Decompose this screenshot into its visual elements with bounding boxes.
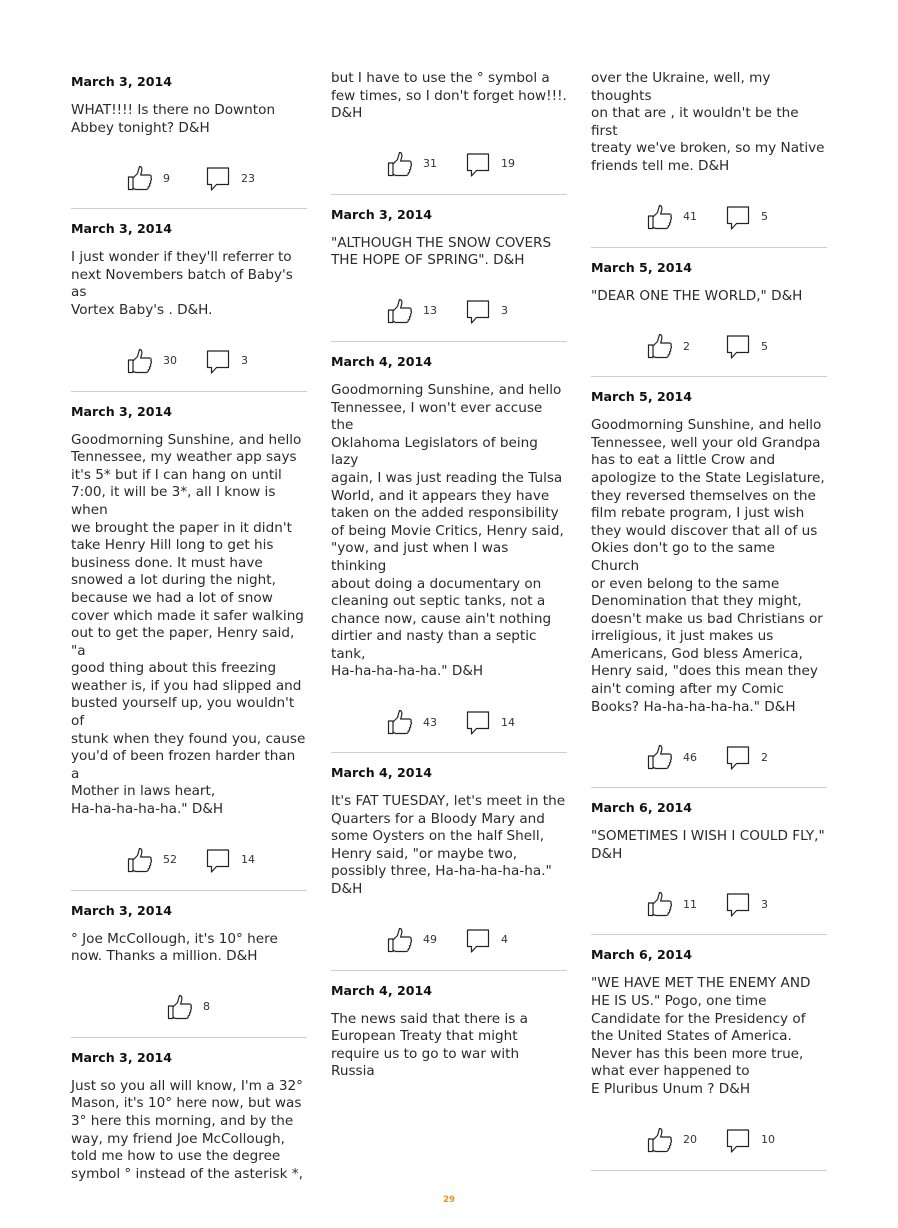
comment-button[interactable] bbox=[465, 709, 515, 735]
post-text: WHAT!!!! Is there no Downton Abbey tonight? D&H bbox=[71, 102, 276, 136]
like-count: 2 bbox=[683, 339, 690, 353]
divider bbox=[331, 194, 567, 195]
post bbox=[71, 902, 307, 1038]
thumbs-up-icon bbox=[387, 709, 413, 735]
page-number: 29 bbox=[443, 1195, 455, 1205]
like-button[interactable] bbox=[647, 744, 697, 770]
post-date: March 3, 2014 bbox=[71, 1049, 173, 1065]
like-button[interactable] bbox=[647, 333, 690, 359]
like-count: 11 bbox=[683, 897, 697, 911]
column-2 bbox=[331, 62, 567, 1081]
thumbs-up-icon bbox=[647, 204, 673, 230]
comment-bubble-icon bbox=[205, 847, 231, 873]
post-date: March 3, 2014 bbox=[71, 74, 173, 89]
comment-count: 10 bbox=[761, 1133, 775, 1147]
like-button[interactable] bbox=[167, 994, 210, 1020]
divider bbox=[71, 890, 307, 891]
like-button[interactable] bbox=[387, 298, 437, 324]
like-count: 46 bbox=[683, 750, 697, 764]
post bbox=[591, 259, 827, 378]
post-text: Goodmorning Sunshine, and hello Tennessee, I won't ever accuse the Oklahoma Legislators of being lazy again, I was just reading the Tulsa World, and it appears they have taken on the added responsibility of being Movie Critics, Henry said, "yow, and just when I was thinking about doing a documentary on cleaning out septic tanks, not a chance now, cause ain't nothing dirtier and nasty than a septic tank, Ha-ha-ha-ha-ha." D&H bbox=[331, 381, 564, 680]
post bbox=[71, 73, 307, 209]
comment-count: 4 bbox=[501, 933, 508, 947]
comment-bubble-icon bbox=[725, 204, 751, 230]
thumbs-up-icon bbox=[647, 333, 673, 359]
like-button[interactable] bbox=[127, 847, 177, 873]
column-1 bbox=[71, 62, 307, 1183]
comment-count: 5 bbox=[761, 339, 768, 353]
comment-count: 23 bbox=[241, 171, 255, 185]
comment-bubble-icon bbox=[725, 1127, 751, 1153]
like-button[interactable] bbox=[127, 348, 177, 374]
divider bbox=[331, 970, 567, 971]
comment-count: 3 bbox=[761, 897, 768, 911]
post bbox=[591, 946, 827, 1170]
post-actions bbox=[71, 348, 307, 374]
post-text: Goodmorning Sunshine, and hello Tennessee, my weather app says it's 5* but if I can hang on until 7:00, it will be 3*, all I know is when we brought the paper in it didn't take Henry Hill long to get his business done. It must have snowed a lot during the night, because we had a lot of snow cover which made it safer walking out to get the paper, Henry said, "a good thing about this freezing weather is, if you had slipped and busted yourself up, you wouldn't of stunk when they found you, cause you'd of been frozen harder than a Mother in laws heart, Ha-ha-ha-ha-ha." D&H bbox=[71, 431, 306, 818]
comment-bubble-icon bbox=[205, 165, 231, 191]
thumbs-up-icon bbox=[127, 348, 153, 374]
comment-count: 19 bbox=[501, 157, 515, 171]
comment-count: 3 bbox=[501, 304, 508, 318]
like-button[interactable] bbox=[647, 1127, 697, 1153]
divider bbox=[591, 247, 827, 248]
divider bbox=[591, 376, 827, 377]
comment-bubble-icon bbox=[725, 891, 751, 917]
post-date: March 4, 2014 bbox=[331, 982, 433, 998]
post-actions bbox=[71, 847, 307, 873]
post bbox=[71, 403, 307, 891]
comment-button[interactable] bbox=[205, 348, 248, 374]
like-button[interactable] bbox=[387, 151, 437, 177]
post-text: It's FAT TUESDAY, let's meet in the Quarters for a Bloody Mary and some Oysters on the half Shell, Henry said, "or maybe two, possibly three, Ha-ha-ha-ha-ha." D&H bbox=[331, 793, 566, 898]
comment-button[interactable] bbox=[205, 165, 255, 191]
thumbs-up-icon bbox=[647, 891, 673, 917]
post bbox=[331, 70, 567, 195]
thumbs-up-icon bbox=[387, 298, 413, 324]
comment-button[interactable] bbox=[725, 204, 768, 230]
like-button[interactable] bbox=[647, 204, 697, 230]
divider bbox=[331, 752, 567, 753]
like-count: 49 bbox=[423, 933, 437, 947]
comment-bubble-icon bbox=[465, 151, 491, 177]
comment-count: 2 bbox=[761, 750, 768, 764]
comment-button[interactable] bbox=[725, 333, 768, 359]
like-count: 30 bbox=[163, 354, 177, 368]
comment-button[interactable] bbox=[465, 151, 515, 177]
thumbs-up-icon bbox=[387, 927, 413, 953]
post-date: March 5, 2014 bbox=[591, 389, 693, 405]
comment-bubble-icon bbox=[725, 333, 751, 359]
comment-button[interactable] bbox=[725, 744, 768, 770]
post-text: but I have to use the ° symbol a few times, so I don't forget how!!!. D&H bbox=[331, 70, 567, 122]
comment-button[interactable] bbox=[465, 298, 508, 324]
like-button[interactable] bbox=[647, 891, 697, 917]
post-text: Goodmorning Sunshine, and hello Tennessee, well your old Grandpa has to eat a little Crow and apologize to the State Legislature, they reversed themselves on the film rebate program, I just wish they would discover that all of us Okies don't go to the same Church or even belong to the same Denomination that they might, doesn't make us bad Christians or irreligious, it just makes us Americans, God bless America, Henry said, "does this mean they ain't coming after my Comic Books? Ha-ha-ha-ha-ha." D&H bbox=[591, 417, 825, 715]
post-actions bbox=[71, 994, 307, 1020]
post-actions bbox=[331, 709, 567, 735]
post-date: March 6, 2014 bbox=[591, 947, 693, 963]
divider bbox=[591, 1170, 827, 1171]
post-actions bbox=[591, 891, 827, 917]
post-date: March 3, 2014 bbox=[71, 902, 173, 918]
post-text: I just wonder if they'll referrer to next Novembers batch of Baby's as Vortex Baby's . D&H. bbox=[71, 249, 293, 318]
thumbs-up-icon bbox=[647, 1127, 673, 1153]
post bbox=[591, 70, 827, 248]
like-button[interactable] bbox=[387, 709, 437, 735]
post-text: Just so you all will know, I'm a 32° Mason, it's 10° here now, but was 3° here this morning, and by the way, my friend Joe McCollough, told me how to use the degree symbol ° instead of the asterisk *, bbox=[71, 1077, 303, 1182]
post-date: March 5, 2014 bbox=[591, 259, 693, 275]
like-count: 13 bbox=[423, 304, 437, 318]
comment-bubble-icon bbox=[465, 298, 491, 324]
post-text: over the Ukraine, well, my thoughts on that are , it wouldn't be the first treaty we've broken, so my Native friends tell me. D&H bbox=[591, 70, 825, 174]
like-button[interactable] bbox=[387, 927, 437, 953]
post-date: March 4, 2014 bbox=[331, 353, 433, 369]
thumbs-up-icon bbox=[647, 744, 673, 770]
post-date: March 3, 2014 bbox=[71, 403, 173, 419]
post-actions bbox=[331, 298, 567, 324]
divider bbox=[331, 341, 567, 342]
comment-count: 14 bbox=[501, 715, 515, 729]
comment-button[interactable] bbox=[205, 847, 255, 873]
comment-button[interactable] bbox=[465, 927, 508, 953]
like-count: 8 bbox=[203, 1000, 210, 1014]
divider bbox=[591, 934, 827, 935]
post-date: March 4, 2014 bbox=[331, 765, 433, 781]
post bbox=[331, 206, 567, 342]
post-actions bbox=[591, 204, 827, 230]
comment-count: 5 bbox=[761, 210, 768, 224]
comment-bubble-icon bbox=[725, 744, 751, 770]
post bbox=[331, 764, 567, 971]
comment-count: 14 bbox=[241, 853, 255, 867]
post bbox=[71, 1049, 307, 1184]
like-count: 41 bbox=[683, 210, 697, 224]
thumbs-up-icon bbox=[387, 151, 413, 177]
comment-button[interactable] bbox=[725, 891, 768, 917]
post bbox=[71, 220, 307, 391]
thumbs-up-icon bbox=[127, 847, 153, 873]
comment-button[interactable] bbox=[725, 1127, 775, 1153]
post bbox=[331, 982, 567, 1081]
post-actions bbox=[591, 744, 827, 770]
post-text: ° Joe McCollough, it's 10° here now. Thanks a million. D&H bbox=[71, 930, 278, 965]
post-date: March 3, 2014 bbox=[331, 206, 433, 222]
post-text: "WE HAVE MET THE ENEMY AND HE IS US." Pogo, one time Candidate for the Presidency of the United States of America. Never has this been more true, what ever happened to E Pluribus Unum ? D&H bbox=[591, 975, 811, 1097]
post-actions bbox=[331, 151, 567, 177]
post-text: "ALTHOUGH THE SNOW COVERS THE HOPE OF SPRING". D&H bbox=[331, 234, 552, 269]
like-count: 31 bbox=[423, 157, 437, 171]
post-actions bbox=[71, 165, 307, 191]
post-actions bbox=[591, 333, 827, 359]
comment-count: 3 bbox=[241, 354, 248, 368]
like-count: 20 bbox=[683, 1133, 697, 1147]
post-text: "SOMETIMES I WISH I COULD FLY," D&H bbox=[591, 828, 825, 862]
post bbox=[591, 388, 827, 788]
thumbs-up-icon bbox=[127, 165, 153, 191]
divider bbox=[71, 391, 307, 392]
post-date: March 3, 2014 bbox=[71, 221, 173, 237]
like-button[interactable] bbox=[127, 165, 170, 191]
thumbs-up-icon bbox=[167, 994, 193, 1020]
post-actions bbox=[591, 1127, 827, 1153]
column-3 bbox=[591, 62, 827, 1171]
comment-bubble-icon bbox=[465, 927, 491, 953]
post-actions bbox=[331, 927, 567, 953]
post-text: The news said that there is a European Treaty that might require us to go to war with Russia bbox=[331, 1010, 528, 1080]
post bbox=[591, 799, 827, 935]
post-text: "DEAR ONE THE WORLD," D&H bbox=[591, 287, 803, 304]
comment-bubble-icon bbox=[465, 709, 491, 735]
like-count: 43 bbox=[423, 715, 437, 729]
post-date: March 6, 2014 bbox=[591, 800, 693, 816]
divider bbox=[591, 787, 827, 788]
post bbox=[331, 353, 567, 753]
like-count: 9 bbox=[163, 171, 170, 185]
like-count: 52 bbox=[163, 853, 177, 867]
comment-bubble-icon bbox=[205, 348, 231, 374]
divider bbox=[71, 1037, 307, 1038]
divider bbox=[71, 208, 307, 209]
